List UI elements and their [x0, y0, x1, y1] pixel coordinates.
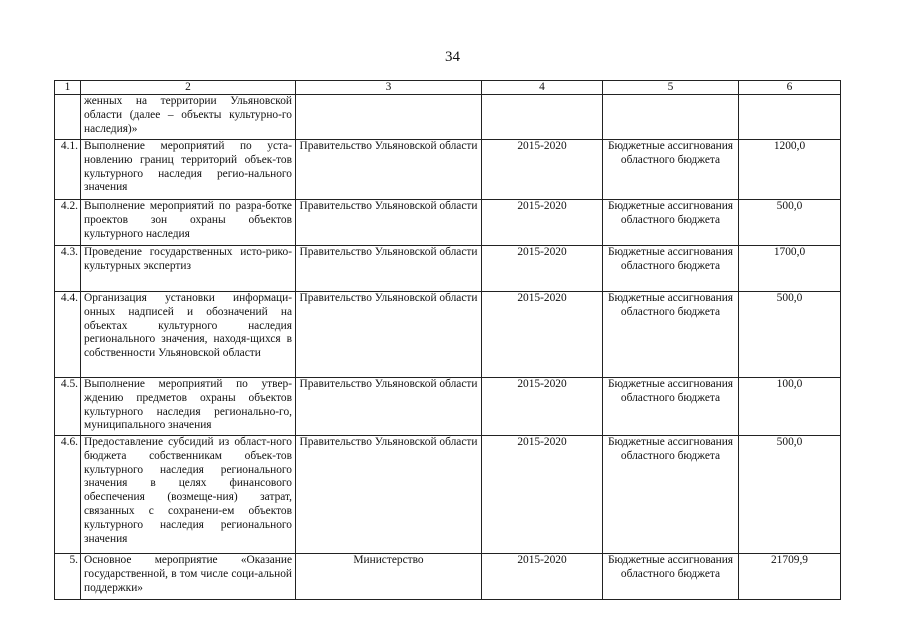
header-col-4: 4: [482, 81, 603, 95]
executor: Правительство Ульяновской области: [296, 436, 482, 554]
funding-source: Бюджетные ассигнования областного бюджета: [603, 554, 739, 600]
row-number: 4.4.: [55, 292, 81, 378]
executor: Правительство Ульяновской области: [296, 246, 482, 292]
page-number: 34: [445, 49, 460, 65]
funding-source: Бюджетные ассигнования областного бюджета: [603, 246, 739, 292]
header-col-3: 3: [296, 81, 482, 95]
row-number: 4.5.: [55, 378, 81, 436]
funding-source: Бюджетные ассигнования областного бюджета: [603, 200, 739, 246]
period: 2015-2020: [482, 140, 603, 200]
amount: 500,0: [739, 292, 841, 378]
table-row: [55, 246, 841, 292]
activity-name: Выполнение мероприятий по уста-новлению границ территорий объек-тов культурного наследия регио-нального значения: [81, 140, 296, 200]
activity-name: женных на территории Ульяновской области (далее – объекты культурно-го наследия)»: [81, 95, 296, 140]
row-number: 4.3.: [55, 246, 81, 292]
period: 2015-2020: [482, 246, 603, 292]
amount: 1200,0: [739, 140, 841, 200]
executor: [296, 95, 482, 140]
table-row: [55, 200, 841, 246]
funding-source: Бюджетные ассигнования областного бюджета: [603, 140, 739, 200]
table-row: [55, 140, 841, 200]
table-row: [55, 292, 841, 378]
funding-source: [603, 95, 739, 140]
amount: 100,0: [739, 378, 841, 436]
period: [482, 95, 603, 140]
header-col-2: 2: [81, 81, 296, 95]
row-number: 4.6.: [55, 436, 81, 554]
amount: [739, 95, 841, 140]
executor: Правительство Ульяновской области: [296, 378, 482, 436]
header-col-5: 5: [603, 81, 739, 95]
period: 2015-2020: [482, 378, 603, 436]
funding-source: Бюджетные ассигнования областного бюджета: [603, 436, 739, 554]
activity-name: Выполнение мероприятий по утвер-ждению предметов охраны объектов культурного наследия регионально-го, муниципального значения: [81, 378, 296, 436]
funding-source: Бюджетные ассигнования областного бюджета: [603, 292, 739, 378]
executor: Правительство Ульяновской области: [296, 292, 482, 378]
table-row: [55, 436, 841, 554]
amount: 500,0: [739, 436, 841, 554]
amount: 500,0: [739, 200, 841, 246]
program-table: [54, 80, 841, 600]
row-number: 4.1.: [55, 140, 81, 200]
executor: Правительство Ульяновской области: [296, 200, 482, 246]
amount: 1700,0: [739, 246, 841, 292]
funding-source: Бюджетные ассигнования областного бюджета: [603, 378, 739, 436]
header-col-1: 1: [55, 81, 81, 95]
period: 2015-2020: [482, 554, 603, 600]
period: 2015-2020: [482, 436, 603, 554]
activity-name: Проведение государственных исто-рико-культурных экспертиз: [81, 246, 296, 292]
row-number: 4.2.: [55, 200, 81, 246]
table-row: [55, 554, 841, 600]
row-number: [55, 95, 81, 140]
header-col-6: 6: [739, 81, 841, 95]
executor: Правительство Ульяновской области: [296, 140, 482, 200]
executor: Министерство: [296, 554, 482, 600]
period: 2015-2020: [482, 200, 603, 246]
activity-name: Организация установки информаци-онных надписей и обозначений на объектах культурного наследия регионального значения, находя-щихся в собственности Ульяновской области: [81, 292, 296, 378]
row-number: 5.: [55, 554, 81, 600]
table-header-row: [55, 81, 841, 95]
table-row: [55, 378, 841, 436]
table-row: [55, 95, 841, 140]
amount: 21709,9: [739, 554, 841, 600]
activity-name: Предоставление субсидий из област-ного бюджета собственникам объек-тов культурного наследия регионального значения в целях финансового обеспечения (возмеще-ния) затрат, связанных с сохранени-ем объектов культурного наследия регионального значения: [81, 436, 296, 554]
activity-name: Основное мероприятие «Оказание государственной, в том числе соци-альной поддержки»: [81, 554, 296, 600]
activity-name: Выполнение мероприятий по разра-ботке проектов зон охраны объектов культурного наследия: [81, 200, 296, 246]
period: 2015-2020: [482, 292, 603, 378]
